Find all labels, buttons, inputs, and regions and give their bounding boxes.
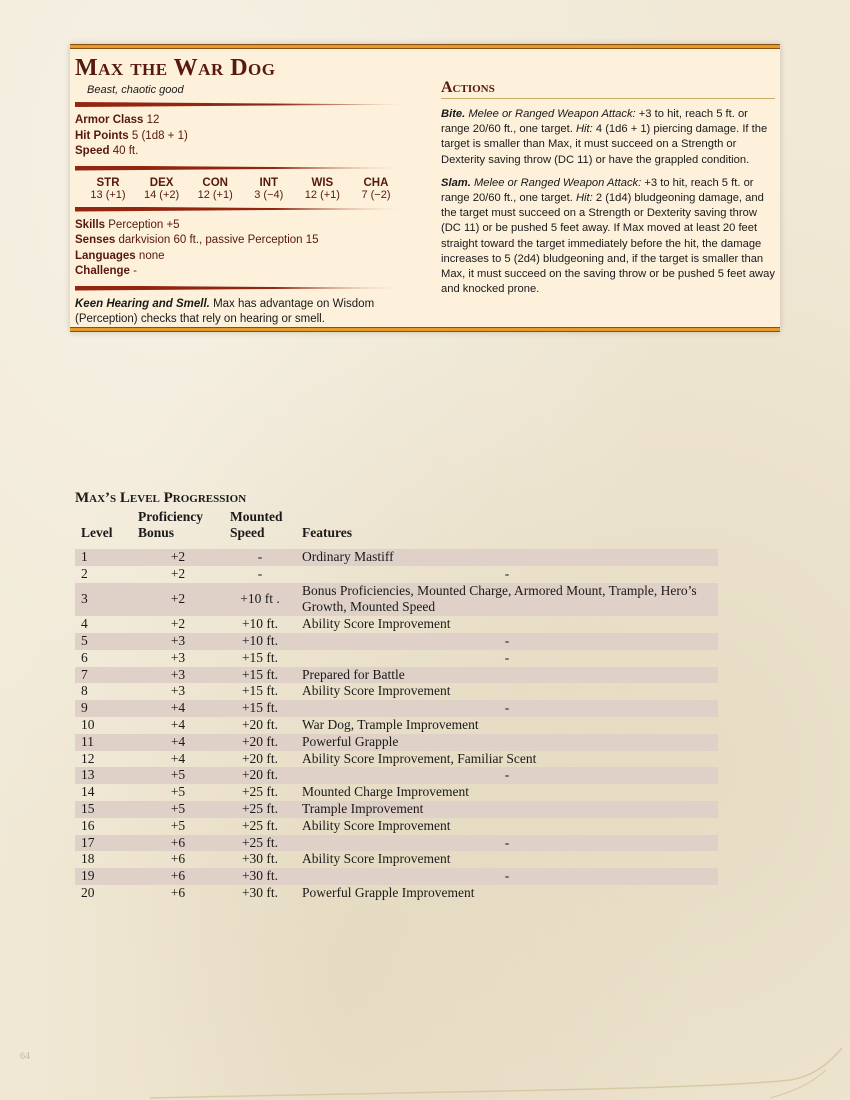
divider xyxy=(75,102,409,107)
level-cell: 19 xyxy=(75,868,132,885)
level-cell: 15 xyxy=(75,801,132,818)
mounted-speed-cell: +15 ft. xyxy=(224,667,296,684)
features-cell: Bonus Proficiencies, Mounted Charge, Armored Mount, Trample, Hero’s Growth, Mounted Speed xyxy=(296,583,718,617)
proficiency-cell: +6 xyxy=(132,835,224,852)
action-bite: Bite. Melee or Ranged Weapon Attack: +3 to hit, reach 5 ft. or range 20/60 ft., one target. Hit: 4 (1d6 + 1) piercing damage. If the target is smaller than Max, it must succeed on a Strength or Dexterity saving throw (DC 11) or have the grappled condition. xyxy=(441,108,768,166)
table-row xyxy=(75,633,718,650)
level-cell: 5 xyxy=(75,633,132,650)
features-cell: Trample Improvement xyxy=(296,801,718,818)
proficiency-cell: +2 xyxy=(170,565,186,581)
level-cell: 20 xyxy=(81,884,95,900)
level-progression-table xyxy=(75,508,718,902)
stat-block-left-column xyxy=(75,54,409,328)
features-cell: - xyxy=(296,700,718,717)
level-cell: 6 xyxy=(81,649,88,665)
level-cell: 4 xyxy=(81,616,88,632)
table-row xyxy=(75,683,718,700)
mounted-speed-cell: +20 ft. xyxy=(224,767,296,784)
stat-block-top-border xyxy=(70,44,780,49)
features-cell: - xyxy=(504,649,510,665)
skills: Skills Perception +5 xyxy=(75,218,180,231)
mounted-speed-cell: +25 ft. xyxy=(224,801,296,818)
table-row xyxy=(75,700,718,717)
level-cell: 12 xyxy=(81,750,95,766)
proficiency-cell: +6 xyxy=(170,884,186,900)
features-cell: - xyxy=(296,868,718,885)
features-cell: - xyxy=(504,565,510,581)
languages: Languages none xyxy=(75,249,165,262)
table-row xyxy=(75,549,718,566)
level-cell: 17 xyxy=(75,835,132,852)
creature-name: Max the War Dog xyxy=(75,55,276,81)
stat-block-right-column xyxy=(441,78,775,297)
table-row xyxy=(75,767,718,784)
level-cell: 2 xyxy=(81,565,88,581)
proficiency-cell: +3 xyxy=(170,649,186,665)
stat-block-bottom-border xyxy=(70,327,780,332)
armor-class: Armor Class 12 xyxy=(75,114,160,126)
mounted-speed-cell: +20 ft. xyxy=(241,750,279,766)
divider xyxy=(75,166,409,171)
proficiency-cell: +2 xyxy=(132,583,224,617)
features-cell: Prepared for Battle xyxy=(296,667,718,684)
features-cell: Powerful Grapple xyxy=(296,734,718,751)
features-cell: Ability Score Improvement xyxy=(302,616,451,632)
proficiency-cell: +5 xyxy=(170,817,186,833)
table-row xyxy=(75,818,718,835)
actions-heading: Actions xyxy=(441,78,775,99)
senses: Senses darkvision 60 ft., passive Perception 15 xyxy=(75,234,319,246)
table-row xyxy=(75,851,718,868)
mounted-speed-cell: - xyxy=(224,549,296,566)
features-cell: Ability Score Improvement xyxy=(302,817,451,833)
mounted-speed-cell: +10 ft. xyxy=(224,633,296,650)
proficiency-cell: +2 xyxy=(170,616,186,632)
features-cell: Mounted Charge Improvement xyxy=(302,784,469,800)
page-number: 64 xyxy=(20,1051,30,1062)
ability-str: STR 13 (+1) xyxy=(90,176,126,201)
header-level: Level xyxy=(81,525,113,540)
proficiency-cell: +3 xyxy=(132,667,224,684)
mounted-speed-cell: +30 ft. xyxy=(241,884,279,900)
mounted-speed-cell: +10 ft. xyxy=(241,616,279,632)
table-row xyxy=(75,717,718,734)
table-row xyxy=(75,751,718,768)
features-cell: - xyxy=(296,835,718,852)
ability-int: INT 3 (−4) xyxy=(254,176,284,201)
ability-cha: CHA 7 (−2) xyxy=(361,176,391,201)
table-row xyxy=(75,667,718,684)
proficiency-cell: +5 xyxy=(132,801,224,818)
progression-table-title: Max’s Level Progression xyxy=(75,490,247,506)
creature-type: Beast, chaotic good xyxy=(87,84,184,96)
trait-keen-hearing: Keen Hearing and Smell. Max has advantage on Wisdom (Perception) checks that rely on hearing or smell. xyxy=(75,297,375,325)
proficiency-cell: +2 xyxy=(132,549,224,566)
ability-dex: DEX 14 (+2) xyxy=(144,176,180,201)
ability-scores xyxy=(75,177,409,201)
speed: Speed 40 ft. xyxy=(75,145,139,157)
level-cell: 7 xyxy=(75,667,132,684)
features-cell: Ability Score Improvement xyxy=(302,851,451,867)
mounted-speed-cell: +15 ft. xyxy=(224,700,296,717)
level-cell: 9 xyxy=(75,700,132,717)
table-row xyxy=(75,566,718,583)
header-features: Features xyxy=(302,525,352,540)
table-row xyxy=(75,801,718,818)
level-cell: 16 xyxy=(81,817,95,833)
mounted-speed-cell: +15 ft. xyxy=(241,649,279,665)
mounted-speed-cell: +25 ft. xyxy=(241,784,279,800)
features-cell: Ordinary Mastiff xyxy=(296,549,718,566)
table-row xyxy=(75,885,718,902)
ability-con: CON 12 (+1) xyxy=(197,176,233,201)
proficiency-cell: +4 xyxy=(132,700,224,717)
proficiency-cell: +6 xyxy=(132,868,224,885)
table-row xyxy=(75,868,718,885)
mounted-speed-cell: +30 ft. xyxy=(241,851,279,867)
proficiency-cell: +4 xyxy=(170,750,186,766)
level-cell: 18 xyxy=(81,851,95,867)
table-row xyxy=(75,616,718,633)
level-cell: 11 xyxy=(75,734,132,751)
proficiency-cell: +5 xyxy=(170,784,186,800)
table-body xyxy=(75,549,718,902)
mounted-speed-cell: +25 ft. xyxy=(224,835,296,852)
mounted-speed-cell: +25 ft. xyxy=(241,817,279,833)
features-cell: - xyxy=(296,633,718,650)
mounted-speed-cell: +15 ft. xyxy=(241,683,279,699)
level-cell: 14 xyxy=(81,784,95,800)
features-cell: War Dog, Trample Improvement xyxy=(302,716,479,732)
table-row xyxy=(75,650,718,667)
table-row xyxy=(75,784,718,801)
table-row xyxy=(75,734,718,751)
proficiency-cell: +3 xyxy=(132,633,224,650)
proficiency-cell: +6 xyxy=(170,851,186,867)
header-mounted-speed: Mounted Speed xyxy=(230,509,283,540)
level-cell: 3 xyxy=(75,583,132,617)
mounted-speed-cell: - xyxy=(257,565,263,581)
ability-wis: WIS 12 (+1) xyxy=(304,176,340,201)
action-slam: Slam. Melee or Ranged Weapon Attack: +3 to hit, reach 5 ft. or range 20/60 ft., one target. Hit: 2 (1d4) bludgeoning damage, and the target must succeed on a Strength or Dexterity saving throw (DC 11) or be pushed 5 feet away. If Max moved at least 20 feet straight toward the target immediately before the hit, the damage increases to 5 (2d4) bludgeoning and, if the target is smaller than Max, it must succeed on the saving throw or be pushed 5 feet away and knocked prone. xyxy=(441,176,775,296)
table-row xyxy=(75,583,718,617)
proficiency-cell: +4 xyxy=(170,716,186,732)
proficiency-cell: +3 xyxy=(170,683,186,699)
mounted-speed-cell: +30 ft. xyxy=(224,868,296,885)
level-cell: 8 xyxy=(81,683,88,699)
features-cell: Ability Score Improvement, Familiar Scent xyxy=(302,750,537,766)
mounted-speed-cell: +10 ft . xyxy=(224,583,296,617)
divider xyxy=(75,286,409,291)
table-header-row xyxy=(75,508,718,549)
header-proficiency-bonus: Proficiency Bonus xyxy=(138,509,203,540)
page-corner-flourish xyxy=(0,1040,850,1100)
mounted-speed-cell: +20 ft. xyxy=(241,716,279,732)
features-cell: - xyxy=(296,767,718,784)
features-cell: Ability Score Improvement xyxy=(302,683,451,699)
features-cell: Powerful Grapple Improvement xyxy=(302,884,475,900)
mounted-speed-cell: +20 ft. xyxy=(224,734,296,751)
level-cell: 13 xyxy=(75,767,132,784)
stat-block xyxy=(70,44,780,332)
level-cell: 1 xyxy=(75,549,132,566)
proficiency-cell: +5 xyxy=(132,767,224,784)
table-row xyxy=(75,835,718,852)
challenge: Challenge - xyxy=(75,265,138,277)
hit-points: Hit Points 5 (1d8 + 1) xyxy=(75,129,188,142)
level-cell: 10 xyxy=(81,716,95,732)
proficiency-cell: +4 xyxy=(132,734,224,751)
divider xyxy=(75,207,409,212)
